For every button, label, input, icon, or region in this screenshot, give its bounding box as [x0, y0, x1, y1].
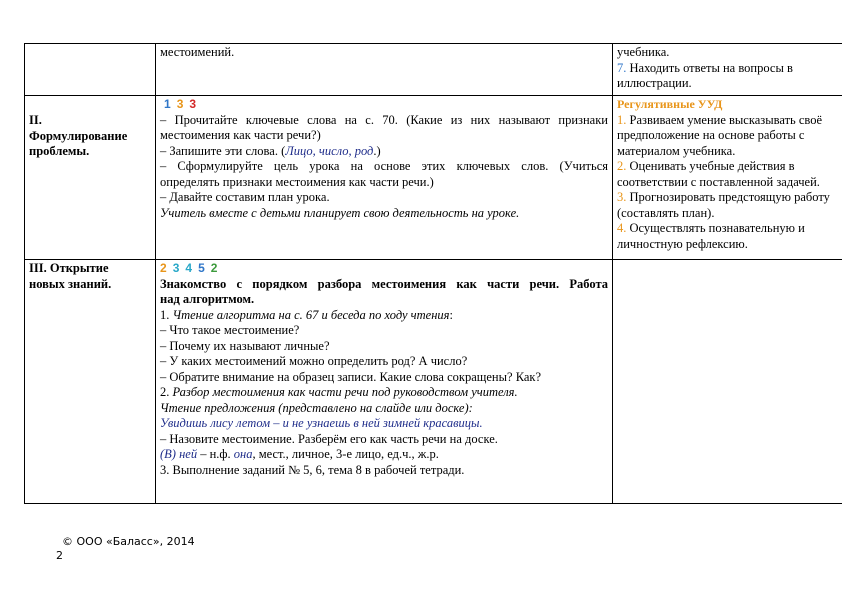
question: – Давайте составим план урока.: [160, 190, 330, 204]
task-number: 3: [189, 97, 197, 111]
table-row-stage-3: [25, 260, 842, 504]
uud-item-text: Оценивать учебные действия в: [626, 159, 795, 173]
uud-item-text-cont: личностную рефлексию.: [617, 236, 748, 251]
parse-text: , мест., личное, 3-е лицо, ед.ч., ж.р.: [252, 447, 439, 461]
uud-item: [617, 221, 838, 237]
uud-cell: [613, 96, 842, 260]
stage-title-line: Формулирование: [29, 128, 128, 143]
step-text: Чтение алгоритма на с. 67 и беседа по ходу чтения: [172, 307, 450, 322]
uud-item-text-cont: иллюстрации.: [617, 76, 692, 90]
question: – Назовите местоимение. Разберём его как часть речи на доске.: [160, 431, 498, 446]
uud-item-text-cont: материалом учебника.: [617, 143, 736, 158]
task-number: 1: [164, 97, 171, 111]
step-number: 2.: [160, 385, 173, 399]
uud-item-text: Находить ответы на вопросы в: [626, 60, 793, 75]
parse-text: – н.ф.: [197, 447, 234, 461]
reading-note: Чтение предложения (представлено на слайде или доске):: [160, 400, 473, 415]
task-numbers: [160, 261, 608, 277]
step: [160, 385, 608, 401]
stage-title-line: новых знаний.: [29, 276, 112, 291]
parse-word: (В) ней: [160, 447, 198, 461]
uud-cell-empty: [613, 260, 842, 504]
question: – У каких местоимений можно определить род? А число?: [160, 354, 468, 368]
activity-text: местоимений.: [160, 45, 235, 59]
question-text: .): [373, 143, 381, 158]
section-heading: Знакомство с порядком разбора местоимения как части речи. Работа: [160, 276, 608, 291]
uud-item-text: Осуществлять познавательную и: [626, 221, 805, 235]
lesson-plan-table: [24, 43, 842, 504]
uud-item-text-cont: соответствии с поставленной задачей.: [617, 174, 820, 189]
question: [160, 144, 608, 160]
task-number: 2: [160, 261, 167, 275]
activity-cell: [156, 96, 613, 260]
key-words: Лицо, число, род: [285, 143, 374, 158]
question: – Прочитайте ключевые слова на с. 70. (Какие из них называют признаки: [160, 112, 608, 127]
uud-text: учебника.: [617, 45, 670, 59]
stage-title: III. Открытие: [29, 261, 109, 275]
copyright: © ООО «Баласс», 2014: [62, 535, 195, 548]
task-number: 4: [185, 261, 193, 275]
stage-cell-empty: [25, 44, 156, 96]
task-number: 2: [210, 261, 218, 275]
question: – Что такое местоимение?: [160, 323, 300, 337]
uud-item-text-cont: предположение на основе работы с: [617, 128, 805, 142]
uud-item: [617, 190, 838, 206]
parse-example: [160, 447, 608, 463]
question: – Почему их называют личные?: [160, 338, 330, 353]
task-number: 3: [176, 97, 184, 111]
stage-cell: [25, 260, 156, 504]
uud-item: [617, 113, 838, 129]
step-text: Разбор местоимения как части речи под руководством учителя.: [172, 385, 518, 399]
uud-item-number: 2.: [617, 159, 627, 173]
task-numbers: [160, 97, 608, 113]
question-text: – Запишите эти слова. (: [160, 143, 286, 158]
example-sentence: Увидишь лису летом – и не узнаешь в ней зимней красавицы.: [160, 416, 483, 430]
task-number: 3: [172, 261, 180, 275]
uud-item-number: 1.: [617, 112, 627, 127]
uud-cell: [613, 44, 842, 96]
uud-item-text-cont: (составлять план).: [617, 205, 715, 220]
step-number: 1.: [160, 307, 173, 322]
uud-item-number: 3.: [617, 190, 627, 204]
stage-cell: [25, 96, 156, 260]
section-heading-cont: над алгоритмом.: [160, 292, 255, 306]
teacher-note: Учитель вместе с детьми планирует свою деятельность на уроке.: [160, 205, 520, 220]
table-row-stage-2: [25, 96, 842, 260]
uud-item-number: 4.: [617, 221, 627, 235]
activity-cell: [156, 44, 613, 96]
page-number: 2: [56, 549, 63, 562]
task-number: 5: [198, 261, 205, 275]
step: 3. Выполнение заданий № 5, 6, тема 8 в рабочей тетради.: [160, 462, 465, 477]
parse-word: она: [233, 447, 253, 461]
stage-title: II.: [29, 113, 42, 127]
uud-item: [617, 159, 838, 175]
uud-item-number: 7.: [617, 60, 627, 75]
uud-item: [617, 61, 838, 77]
step-text: :: [449, 307, 453, 322]
step: [160, 308, 608, 324]
question: – Сформулируйте цель урока на основе этих ключевых слов. (Учиться: [160, 159, 608, 173]
uud-item-text: Развиваем умение высказывать своё: [626, 112, 823, 127]
activity-cell: [156, 260, 613, 504]
question-cont: определять признаки местоимения как части речи.): [160, 174, 434, 189]
uud-title: Регулятивные УУД: [617, 97, 723, 111]
stage-title-line: проблемы.: [29, 144, 90, 158]
question-cont: местоимения как части речи?): [160, 128, 321, 142]
table-row-continuation: [25, 44, 842, 96]
question: – Обратите внимание на образец записи. Какие слова сокращены? Как?: [160, 369, 542, 384]
uud-item-text: Прогнозировать предстоящую работу: [626, 190, 830, 204]
